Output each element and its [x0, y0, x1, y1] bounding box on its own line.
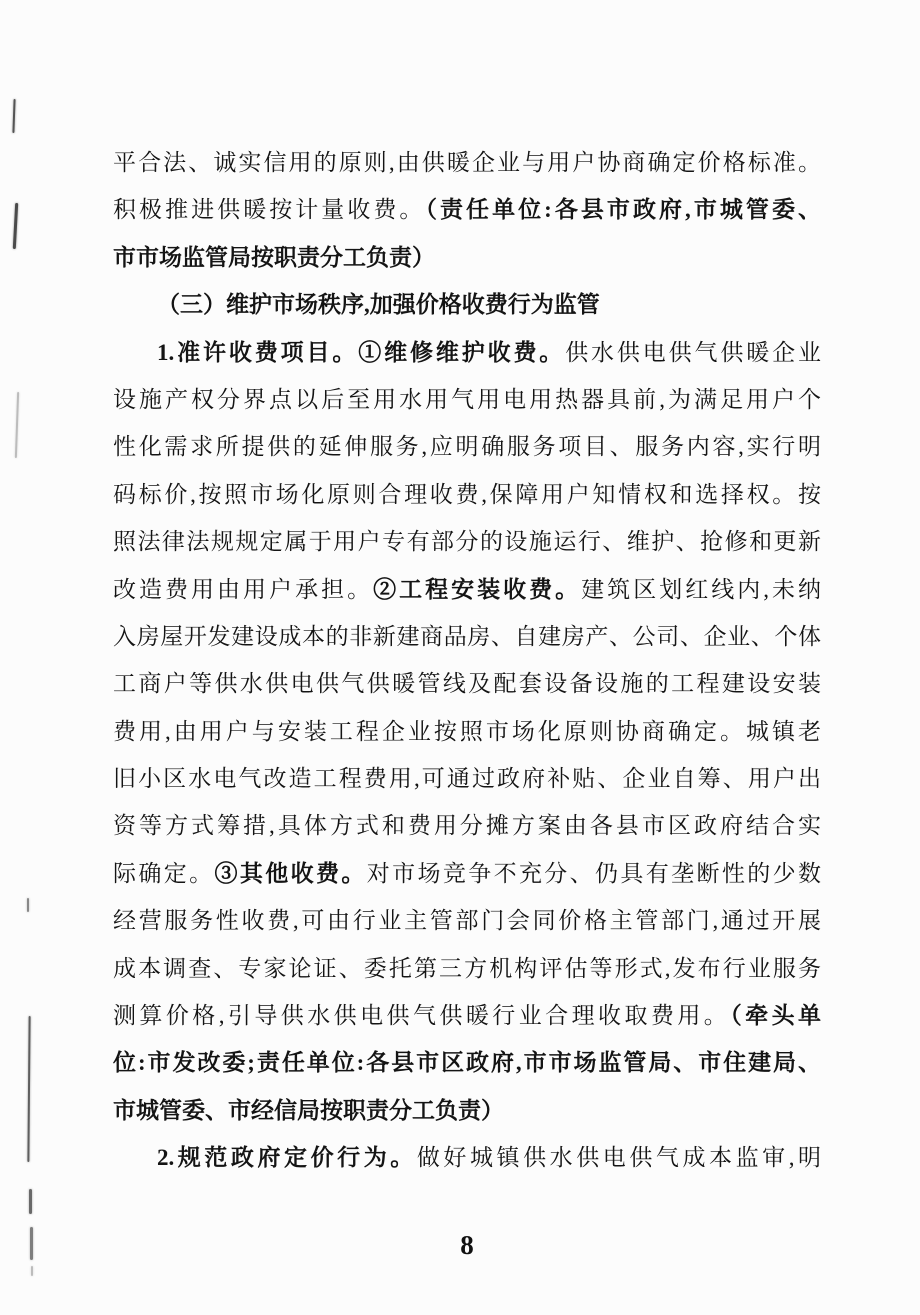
text-segment: （三）维护市场秩序,加强价格收费行为监管: [157, 292, 600, 318]
text-segment: （责任单位:各县市政府,市城管委、: [425, 197, 821, 223]
text-line: [113, 1087, 821, 1134]
text-segment: 做好城镇供水供电供气成本监审,明: [416, 1145, 821, 1171]
text-line: [113, 660, 821, 707]
scan-artifact-mark: [31, 1266, 33, 1276]
text-segment: ③其他收费。: [214, 860, 367, 886]
text-segment: 成本调查、专家论证、委托第三方机构评估等形式,发布行业服务: [113, 955, 821, 981]
text-segment: 性化需求所提供的延伸服务,应明确服务项目、服务内容,实行明: [113, 434, 821, 460]
text-line: [113, 471, 821, 518]
text-segment: 码标价,按照市场化原则合理收费,保障用户知情权和选择权。按: [113, 481, 821, 507]
text-segment: 入房屋开发建设成本的非新建商品房、自建房产、公司、企业、个体: [113, 623, 821, 649]
text-segment: 平合法、诚实信用的原则,由供暖企业与用户协商确定价格标准。: [113, 150, 821, 175]
scan-artifact-mark: [29, 1189, 32, 1214]
text-line: [113, 186, 821, 233]
text-segment: 对市场竞争不充分、仍具有垄断性的少数: [366, 860, 821, 886]
text-line: [113, 802, 821, 849]
page-number: 8: [460, 1230, 474, 1260]
text-segment: 积极推进供暖按计量收费。: [113, 197, 426, 223]
text-line: [113, 329, 821, 376]
text-segment: 1.准许收费项目。: [157, 339, 359, 365]
text-segment: 2.规范政府定价行为。: [157, 1145, 417, 1171]
scan-artifact-mark: [13, 203, 18, 249]
text-segment: 供水供电供气供暖企业: [565, 339, 821, 365]
text-line: [113, 755, 821, 802]
scan-artifact-mark: [27, 898, 29, 912]
text-segment: 改造费用由用户承担。: [113, 576, 374, 602]
text-segment: 资等方式筹措,具体方式和费用分摊方案由各县市区政府结合实: [113, 813, 821, 839]
text-line: [113, 850, 821, 897]
text-segment: ①维修维护收费。: [358, 339, 566, 365]
text-segment: 费用,由用户与安装工程企业按照市场化原则协商确定。城镇老: [113, 718, 821, 744]
text-segment: 位:市发改委;责任单位:各县市区政府,市市场监管局、市住建局、: [113, 1050, 821, 1076]
text-line: [113, 1134, 821, 1181]
text-segment: 测算价格,引导供水供电供气供暖行业合理收取费用。: [113, 1003, 731, 1029]
text-line: [113, 566, 821, 613]
text-segment: 旧小区水电气改造工程费用,可通过政府补贴、企业自筹、用户出: [113, 766, 821, 792]
text-segment: （牵头单: [730, 1003, 821, 1029]
text-line: [113, 376, 821, 423]
scan-artifact-mark: [30, 1227, 33, 1260]
text-line: [113, 139, 821, 186]
scan-artifact-mark: [15, 392, 19, 458]
scan-artifact-mark: [27, 1016, 30, 1162]
text-line: [113, 281, 821, 328]
text-line: [113, 945, 821, 992]
text-line: [113, 518, 821, 565]
text-segment: ②工程安装收费。: [373, 576, 582, 602]
scan-artifact-mark: [12, 99, 15, 133]
text-segment: 市城管委、市经信局按职责分工负责）: [113, 1097, 504, 1123]
text-line: [113, 234, 821, 281]
text-segment: 工商户等供水供电供气供暖管线及配套设备设施的工程建设安装: [113, 671, 821, 697]
text-line: [113, 992, 821, 1039]
text-segment: 设施产权分界点以后至用水用气用电用热器具前,为满足用户个: [113, 386, 821, 412]
text-line: [113, 1039, 821, 1086]
text-line: [113, 897, 821, 944]
document-body: [113, 139, 821, 1182]
text-segment: 际确定。: [113, 860, 215, 886]
text-line: [113, 613, 821, 660]
text-segment: 照法律法规规定属于用户专有部分的设施运行、维护、抢修和更新: [113, 529, 821, 555]
text-line: [113, 423, 821, 470]
text-line: [113, 708, 821, 755]
text-segment: 建筑区划红线内,未纳: [581, 576, 821, 602]
text-segment: 经营服务性收费,可由行业主管部门会同价格主管部门,通过开展: [113, 908, 821, 934]
text-segment: 市市场监管局按职责分工负责）: [113, 244, 435, 270]
